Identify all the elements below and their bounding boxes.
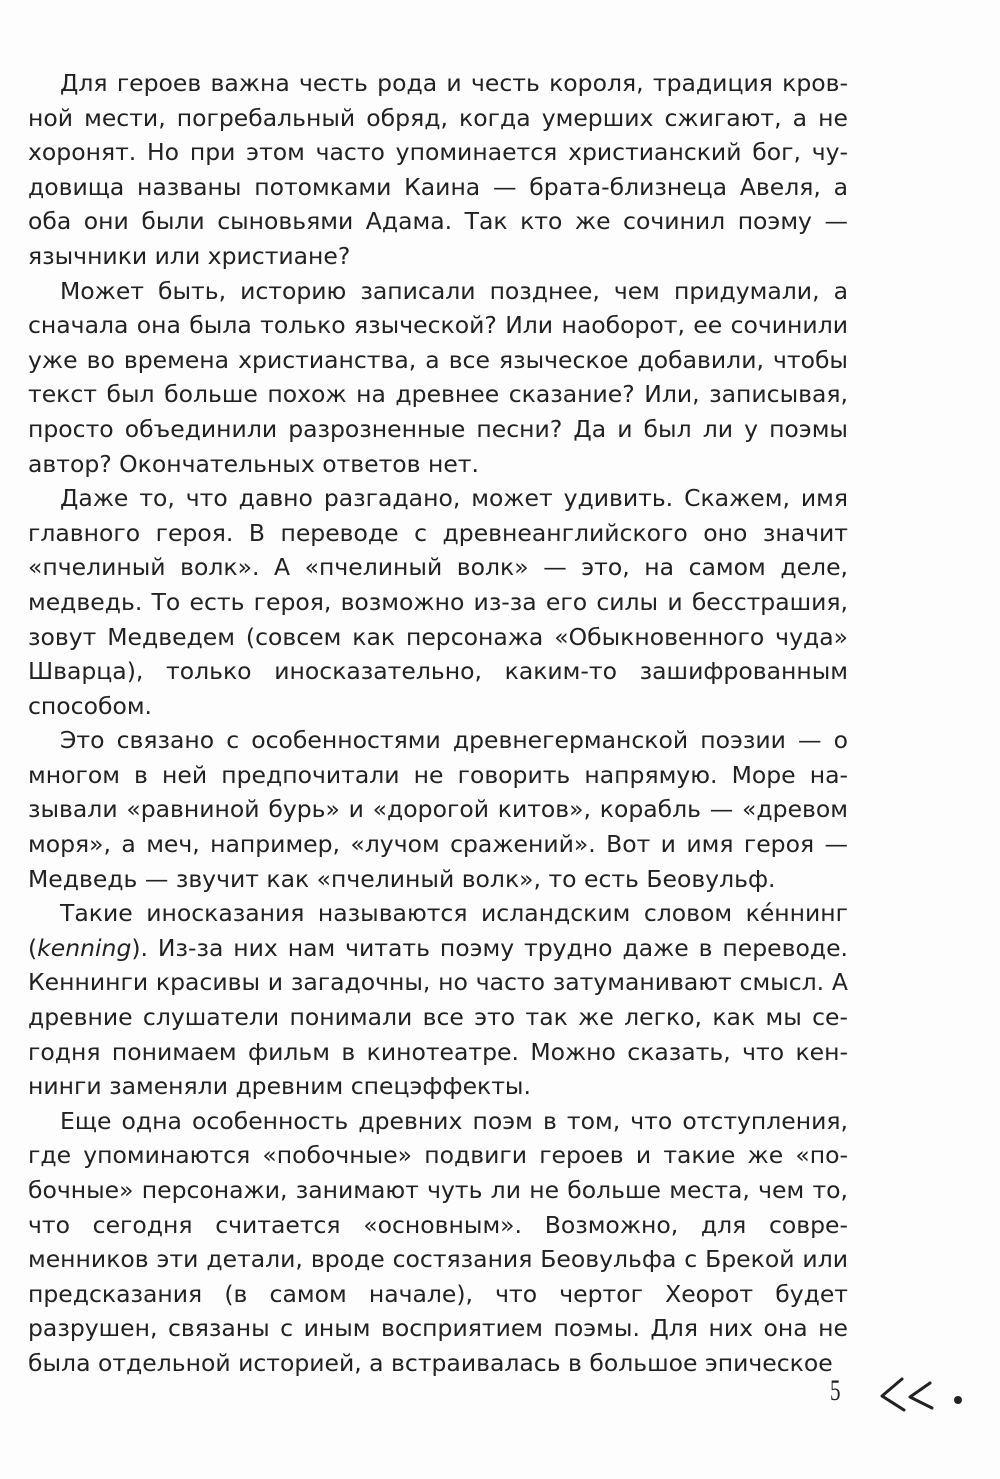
- page-number: 5: [830, 1374, 841, 1407]
- kenning-text-after: ). Из-за них нам читать поэму трудно даже в переводе. Кеннинги красивы и загадочны, но часто затуманивают смысл. А древние слушатели понимали все это так же легко, как мы сегодня понимаем фильм в кинотеатре. Можно сказать, что кеннинги заменяли древним спецэффекты.: [28, 933, 848, 1101]
- kenning-term: kenning: [37, 933, 132, 962]
- paragraph-3: Даже то, что давно разгадано, может удивить. Скажем, имя главного героя. В переводе с древнеанглийского оно значит «пчелиный волк». А «пчелиный волк» — это, на самом деле, медведь. То есть героя, возможно из-за его силы и бесстрашия, зовут Медведем (совсем как персонажа «Обыкновенного чуда» Шварца), только иносказательно, каким-то зашифрованным способом.: [28, 484, 848, 720]
- page-footer: [830, 1370, 980, 1420]
- paragraph-kenning: [28, 896, 848, 1104]
- paragraph-1: Для героев важна честь рода и честь короля, традиция кровной мести, погребальный обряд, когда умерших сжигают, а не хоронят. Но при этом часто упоминается христианский бог, чудовища названы потомками Каина — брата-близнеца Авеля, а оба они были сыновьями Адама. Так кто же сочинил поэму — язычники или христиане?: [28, 69, 848, 270]
- paragraph-2: Может быть, историю записали позднее, чем придумали, а сначала она была только языческой? Или наоборот, ее сочинили уже во времена христианства, а все языческое добавили, чтобы текст был больше похож на древнее сказание? Или, записывая, просто объединили разрозненные песни? Да и был ли у поэмы автор? Окончательных ответов нет.: [28, 276, 848, 478]
- double-chevron-left-icon[interactable]: [878, 1370, 988, 1420]
- paragraph-6: Еще одна особенность древних поэм в том, что отступления, где упоминаются «побочные» подвиги героев и такие же «побочные» персонажи, занимают чуть ли не больше места, чем то, что сегодня считается «основным». Возможно, для современников эти детали, вроде состязания Беовульфа с Брекой или предсказания (в самом начале), что чертог Хеорот будет разрушен, связаны с иным восприятием поэмы. Для них она не была отдельной историей, а встраивалась в большое эпическое: [28, 1106, 848, 1377]
- page-body: [28, 66, 848, 1381]
- paragraph-4: Это связано с особенностями древнегерманской поэзии — о многом в ней предпочитали не говорить напрямую. Море называли «равниной бурь» и «дорогой китов», корабль — «древом моря», а меч, например, «лучом сражений». Вот и имя героя — Медведь — звучит как «пчелиный волк», то есть Беовульф.: [28, 726, 848, 893]
- kenning-text-before: Такие иносказания называются исландским словом ке́ннинг (: [28, 899, 848, 962]
